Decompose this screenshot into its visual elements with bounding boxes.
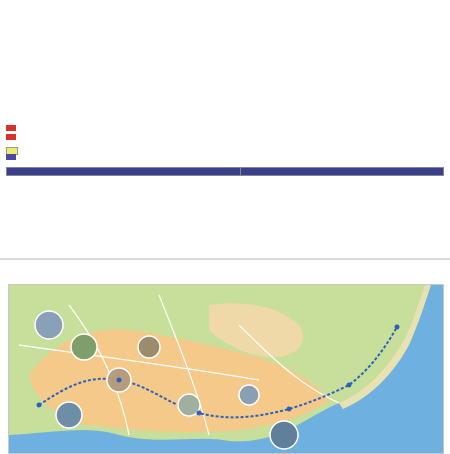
stop-photo-8 (270, 421, 298, 449)
prices-header (7, 168, 241, 176)
frequency-legend (6, 125, 19, 131)
itinerary-page (0, 258, 450, 452)
price-table (6, 167, 444, 176)
blue-legend (6, 154, 19, 160)
disabled-header (241, 168, 444, 176)
stop-photo-4 (138, 336, 160, 358)
route-map[interactable] (8, 284, 444, 454)
l1-badge (6, 125, 16, 131)
stop-photo-1 (35, 311, 63, 339)
l2-badge (6, 134, 16, 140)
blue-swatch (6, 154, 16, 160)
stop-photo-5 (56, 402, 82, 428)
stop-photo-7 (239, 385, 259, 405)
stop-photo-2 (71, 334, 97, 360)
frequency-legend-2 (6, 134, 19, 140)
